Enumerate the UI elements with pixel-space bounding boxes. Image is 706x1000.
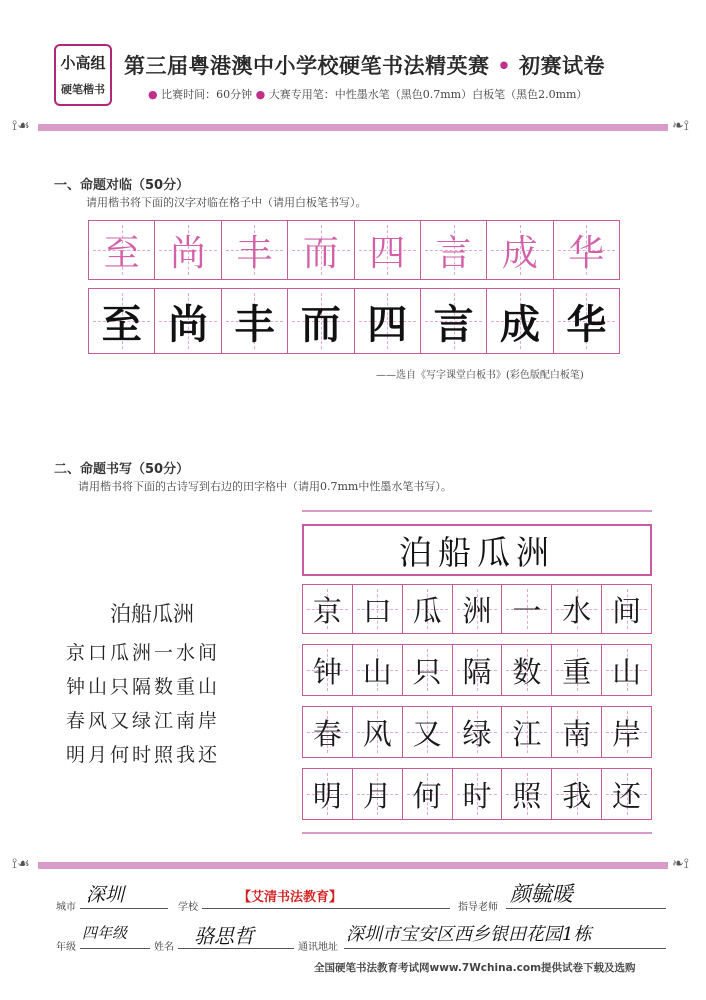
name-label: 姓名 [154,942,174,953]
copy-row [302,768,652,820]
address-value: 深圳市宝安区西乡银田花园1栋 [346,924,592,945]
model-cell: 至 [89,221,155,279]
footer-band [38,862,668,869]
copy-cell: 岸 [602,707,651,757]
handwritten-cell: 丰 [222,289,288,353]
copy-cell: 京 [303,585,353,633]
copy-row [302,584,652,634]
address-underline [344,948,666,949]
poem-line: 春风又绿江南岸 [66,710,221,732]
written-title: 泊船瓜洲 [399,532,555,572]
handwritten-cell: 至 [89,289,155,353]
city-value: 深圳 [86,884,125,906]
copy-cell: 山 [353,645,403,695]
copy-cell: 间 [602,585,651,633]
bullet-icon: ● [148,88,158,101]
city-label: 城市 [56,902,76,913]
handwritten-cell: 四 [355,289,421,353]
handwritten-cell: 而 [288,289,354,353]
ornament-right-icon: ❧⟟ [672,118,689,134]
subtitle [148,86,587,102]
handwritten-cell: 华 [554,289,619,353]
copy-cell: 水 [552,585,602,633]
ornament-left-icon: ⟟☙ [12,856,30,872]
name-value: 骆思哲 [194,924,254,948]
copy-cell: 绿 [453,707,503,757]
copy-row [302,644,652,696]
copy-cell: 明 [303,769,353,819]
copy-cell: 春 [303,707,353,757]
subtitle-pens: 大赛专用笔：中性墨水笔（黑色0.7mm）白板笔（黑色2.0mm） [268,88,588,101]
teacher-underline [506,908,666,909]
copy-cell: 时 [453,769,503,819]
written-title-box [302,524,652,576]
model-cell: 成 [487,221,553,279]
copy-cell: 数 [502,645,552,695]
handwritten-cell: 尚 [155,289,221,353]
model-cell: 尚 [155,221,221,279]
title-suffix: 初赛试卷 [519,54,606,78]
model-cell: 四 [355,221,421,279]
copy-cell: 口 [353,585,403,633]
copy-cell: 还 [602,769,651,819]
copy-cell: 我 [552,769,602,819]
header-band [38,124,668,131]
model-cell: 丰 [222,221,288,279]
ornament-left-icon: ⟟☙ [12,118,30,134]
badge-group: 小高组 [60,54,106,72]
copy-cell: 瓜 [403,585,453,633]
copy-cell: 钟 [303,645,353,695]
badge-style: 硬笔楷书 [61,83,105,96]
title-dot: • [489,54,520,78]
copy-cell: 隔 [453,645,503,695]
divider-top [302,510,652,512]
grade-label: 年级 [56,942,76,953]
poem-title: 泊船瓜洲 [110,602,194,626]
divider-bottom [302,832,652,834]
copy-cell: 月 [353,769,403,819]
handwritten-cell: 成 [487,289,553,353]
title-main: 第三届粤港澳中小学校硬笔书法精英赛 [124,54,490,78]
copy-cell: 山 [602,645,651,695]
copy-cell: 南 [552,707,602,757]
school-underline [202,908,450,909]
copy-cell: 何 [403,769,453,819]
grade-value: 四年级 [82,924,128,942]
model-row [88,220,620,280]
school-label: 学校 [178,902,198,913]
ornament-right-icon: ❧⟟ [672,856,689,872]
copy-cell: 一 [502,585,552,633]
section2-instruction: 请用楷书将下面的古诗写到右边的田字格中（请用0.7mm中性墨水笔书写）。 [78,480,452,493]
poem-line: 明月何时照我还 [66,744,221,766]
section1-heading: 一、命题对临（50分） [54,178,190,193]
copy-cell: 照 [502,769,552,819]
section2-heading: 二、命题书写（50分） [54,462,190,477]
grade-underline [80,948,150,949]
page-title [124,50,684,80]
model-cell: 言 [421,221,487,279]
poem-line: 京口瓜洲一水间 [66,642,221,664]
copy-cell: 又 [403,707,453,757]
city-underline [80,908,168,909]
school-value: 【艾清书法教育】 [238,890,343,905]
group-badge [54,44,112,106]
poem-line: 钟山只隔数重山 [66,676,221,698]
address-label: 通讯地址 [298,942,338,953]
copy-row [302,706,652,758]
subtitle-time: 比赛时间：60分钟 [161,88,253,101]
site-credit: 全国硬笔书法教育考试网www.7Wchina.com提供试卷下载及选购 [314,962,636,974]
section1-instruction: 请用楷书将下面的汉字对临在格子中（请用白板笔书写）。 [86,196,367,209]
model-cell: 华 [554,221,619,279]
handwritten-row [88,288,620,354]
copy-cell: 只 [403,645,453,695]
copy-cell: 风 [353,707,403,757]
copy-cell: 重 [552,645,602,695]
handwritten-cell: 言 [421,289,487,353]
teacher-label: 指导老师 [458,902,498,913]
model-cell: 而 [288,221,354,279]
source-note: ——选自《写字课堂白板书》(彩色版配白板笔) [376,370,584,381]
copy-cell: 洲 [453,585,503,633]
name-underline [178,948,294,949]
bullet-icon: ● [255,88,266,101]
copy-cell: 江 [502,707,552,757]
teacher-value: 颜毓暖 [510,882,573,906]
